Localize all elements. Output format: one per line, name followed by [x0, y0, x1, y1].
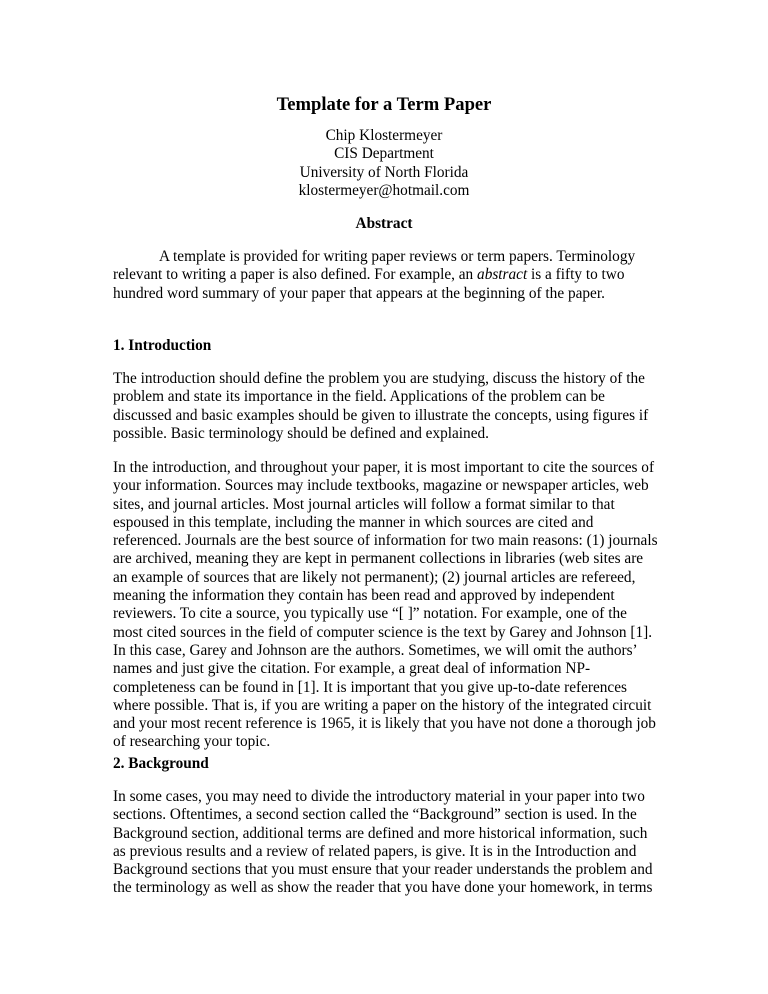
author-block [0, 127, 768, 200]
author-name: Chip Klostermeyer [325, 127, 443, 144]
author-university: University of North Florida [299, 163, 469, 181]
abstract-term: abstract [477, 266, 528, 284]
section-heading-background: 2. Background [113, 755, 209, 772]
introduction-paragraph-2: In the introduction, and throughout your paper, it is most important to cite the sources of your information. Sources may include textbooks, magazine or newspaper articles, web sites, and journal articles. Most journal articles will follow a format similar to that espoused in this template, including the manner in which sources are cited and referenced. Journals are the best source of information for two main reasons: (1) journals are archived, meaning they are kept in permanent collections in libraries (web sites are an example of sources that are likely not permanent); (2) journal articles are refereed, meaning the information they contain has been read and approved by independent reviewers. To cite a source, you typically use “[ ]” notation. For example, one of the most cited sources in the field of computer science is the text by Garey and Johnson [1]. In this case, Garey and Johnson are the authors. Sometimes, we will omit the authors’ names and just give the citation. For example, a great deal of information NP-completeness can be found in [1]. It is important that you give up-to-date references where possible. That is, if you are writing a paper on the history of the integrated circuit and your most recent reference is 1965, it is likely that you have not done a thorough job of researching your topic. [113, 459, 658, 751]
author-email: klostermeyer@hotmail.com [298, 181, 470, 199]
abstract-heading: Abstract [355, 215, 413, 232]
background-paragraph-1: In some cases, you may need to divide the introductory material in your paper into two sections. Oftentimes, a second section called the “Background” section is used. In the Background section, additional terms are defined and more historical information, such as previous results and a review of related papers, is give. It is in the Introduction and Background sections that you must ensure that your reader understands the problem and the terminology as well as show the reader that you have done your homework, in terms [113, 788, 653, 897]
abstract-text [113, 248, 658, 303]
section-heading-introduction: 1. Introduction [113, 337, 212, 354]
paper-title: Template for a Term Paper [276, 94, 492, 115]
introduction-paragraph-1: The introduction should define the problem you are studying, discuss the history of the problem and state its importance in the field. Applications of the problem can be discussed and basic examples should be given to illustrate the concepts, using figures if possible. Basic terminology should be defined and explained. [113, 370, 649, 442]
abstract-text-end: is a fifty to two hundred word summary of your paper that appears at the beginning of the paper. [113, 266, 625, 302]
author-department: CIS Department [334, 145, 434, 163]
abstract-text-start: A template is provided for writing paper reviews or term papers. Terminology relevant to writing a paper is also defined. For example, an [113, 248, 636, 284]
